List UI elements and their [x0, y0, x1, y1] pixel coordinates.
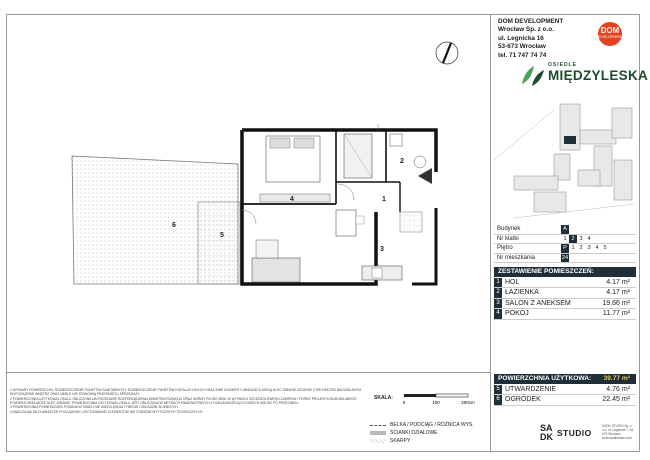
legend-label: ŚCIANKI DZIAŁOWE — [390, 430, 438, 437]
note-item: 1 WYMIARY POWIERZCHNI, ROZMIESZCZENIE PUNKTÓW SANITARNYCH, ROZMIESZCZENIE PUNKTÓW INSTALACYJNYCH ORAZ INNE ELEMENTY ARANŻACJI MOGĄ ULEC ZMIANIE ZGODNIE Z PROJEKTEM BUDOWLANYM. WYPOSAŻENIE WNĘTRZ ORAZ MEBLE NIE STANOWIĄ PRZEDMIOTU SPRZEDAŻY. — [10, 388, 362, 396]
room-row — [494, 278, 636, 288]
info-value: 2 — [569, 235, 577, 244]
company-line: tel. 71 747 74 74 — [498, 51, 547, 59]
room-name: ŁAZIENKA — [505, 289, 539, 297]
usable-area-bar: POWIERZCHNIA UŻYTKOWA: 39.77 m² — [494, 374, 636, 384]
room-area: 19.66 m² — [602, 299, 630, 307]
legend-swatch — [370, 439, 386, 443]
info-value: 1 — [563, 235, 567, 242]
room-area: 4.17 m² — [606, 289, 630, 297]
info-value: 2 — [579, 245, 583, 251]
plan-room-label: 5 — [220, 232, 224, 239]
room-row — [494, 395, 636, 405]
dom-development-logo: DOM DEVELOPMENT — [592, 22, 628, 48]
extra-areas-list — [494, 385, 636, 406]
room-name: OGRÓDEK — [505, 396, 541, 404]
info-value: 3 — [587, 245, 591, 251]
scale-bar — [400, 392, 480, 408]
company-line: DOM DEVELOPMENT — [498, 18, 564, 25]
info-value: 3 — [579, 235, 583, 242]
info-value: 4 — [595, 245, 599, 251]
room-n: 2 — [494, 288, 502, 297]
floor-plan — [60, 120, 440, 330]
room-row — [494, 385, 636, 395]
scale-tick: 100 — [432, 400, 440, 405]
scale-tick: 0 — [402, 400, 406, 405]
note-item: 3 POWIERZCHNIA POMIESZCZEŃ PODANA W TABELI NIE UWZGLĘDNIA TYNKÓW I OKŁADZIN ŚCIENNYCH. — [10, 405, 179, 409]
room-n: 1 — [494, 278, 502, 287]
room-row — [494, 288, 636, 298]
room-area: 4.17 m² — [606, 279, 630, 286]
company-address — [498, 18, 602, 60]
room-n: 5 — [494, 385, 502, 394]
terrace-area — [198, 202, 240, 284]
legend-swatch — [370, 431, 386, 435]
room-row — [494, 309, 636, 319]
north-compass-icon — [432, 38, 462, 68]
plan-room-label: 3 — [380, 246, 384, 253]
osiedle-miedzyleska-logo: OSIEDLE MIĘDZYLESKA — [520, 62, 630, 92]
scale-label: SKALA: — [374, 395, 393, 401]
info-value: P — [561, 244, 569, 253]
flat-number-row: Nr mieszkania 24 — [494, 254, 636, 264]
legend-item — [370, 421, 474, 429]
legend-label: BELKA / PODCIĄG / RÓŻNICA WYS. — [390, 422, 474, 428]
company-line: Wrocław Sp. z o.o. — [498, 26, 554, 34]
scale-tick: 200cm — [461, 400, 475, 405]
rooms-summary-header: ZESTAWIENIE POMIESZCZEŃ: — [494, 267, 636, 277]
room-name: SALON Z ANEKSEM — [505, 299, 571, 307]
legend-item — [370, 429, 474, 437]
info-value: 4 — [587, 235, 591, 242]
room-n: 3 — [494, 299, 502, 308]
sheet-divider-vertical — [490, 14, 491, 452]
studio-logo: SA DK STUDIO SADK STUDIO Sp. z o.o. ul. Legnicka 7, 53-673 Wrocław, www.sadkstudio.com — [540, 423, 635, 442]
legend-item — [370, 437, 474, 445]
site-plan-map — [494, 100, 636, 220]
legend-swatch — [370, 425, 386, 426]
company-line: ul. Legnicka 16 — [498, 34, 544, 42]
plan-room-label: 1 — [382, 196, 386, 203]
info-value: 5 — [603, 245, 607, 251]
room-name: POKÓJ — [505, 310, 529, 318]
note-item: 2 POWIERZCHNIA UŻYTKOWA LOKALU OBLICZONA NA PODSTAWIE ROZPORZĄDZENIA MINISTRA ROZWOJU ORAZ NORMY PN-ISO 9836. W WYPADKU SZCZEGÓŁOWEGO ZAKRESU I FORMY PROJEKTU BUDOWLANEGO POWIERZCHNIA MOŻE ULEC ZMIANIE. POWIERZCHNIA UŻYTKOWA LOKALU JEST OBLICZANA W METRACH KWADRATOWYCH Z DOKŁADNOŚCIĄ DO DWÓCH MIEJSC PO PRZECINKU. — [10, 396, 357, 405]
rooms-list — [494, 278, 636, 320]
room-row — [494, 299, 636, 309]
note-item: 4 ANALIZA MA NA CHARAKTER POGLĄDOWY, USYTUOWANIE ELEMENTÓW NIE STANOWI WYTYCZNYCH TECHNICZNYCH. — [10, 409, 204, 414]
legend-label: SKARPY — [390, 438, 411, 445]
room-n: 4 — [494, 309, 502, 318]
room-name: HOL — [505, 279, 520, 286]
plan-room-label: 4 — [290, 196, 294, 203]
leaf-logo-icon — [520, 64, 546, 88]
sheet-divider-horizontal — [6, 372, 490, 373]
legal-notes — [10, 388, 370, 414]
room-area: 11.77 m² — [602, 310, 630, 318]
room-n: 6 — [494, 395, 502, 404]
room-area: 22.45 m² — [602, 396, 630, 404]
info-value: 1 — [571, 245, 575, 251]
stair-row: Nr klatki 1 2 3 4 — [494, 235, 636, 245]
plan-legend — [370, 421, 474, 446]
building-row: Budynek A — [494, 225, 636, 235]
room-area: 4.76 m² — [606, 386, 630, 393]
plan-room-label: 2 — [400, 158, 404, 165]
room-name: UTWARDZENIE — [505, 386, 557, 393]
floor-row: Piętro P 1 2 3 4 5 — [494, 244, 636, 254]
location-info-table — [494, 225, 636, 263]
plan-room-label: 6 — [172, 222, 176, 229]
company-line: 53-673 Wrocław — [498, 43, 546, 51]
